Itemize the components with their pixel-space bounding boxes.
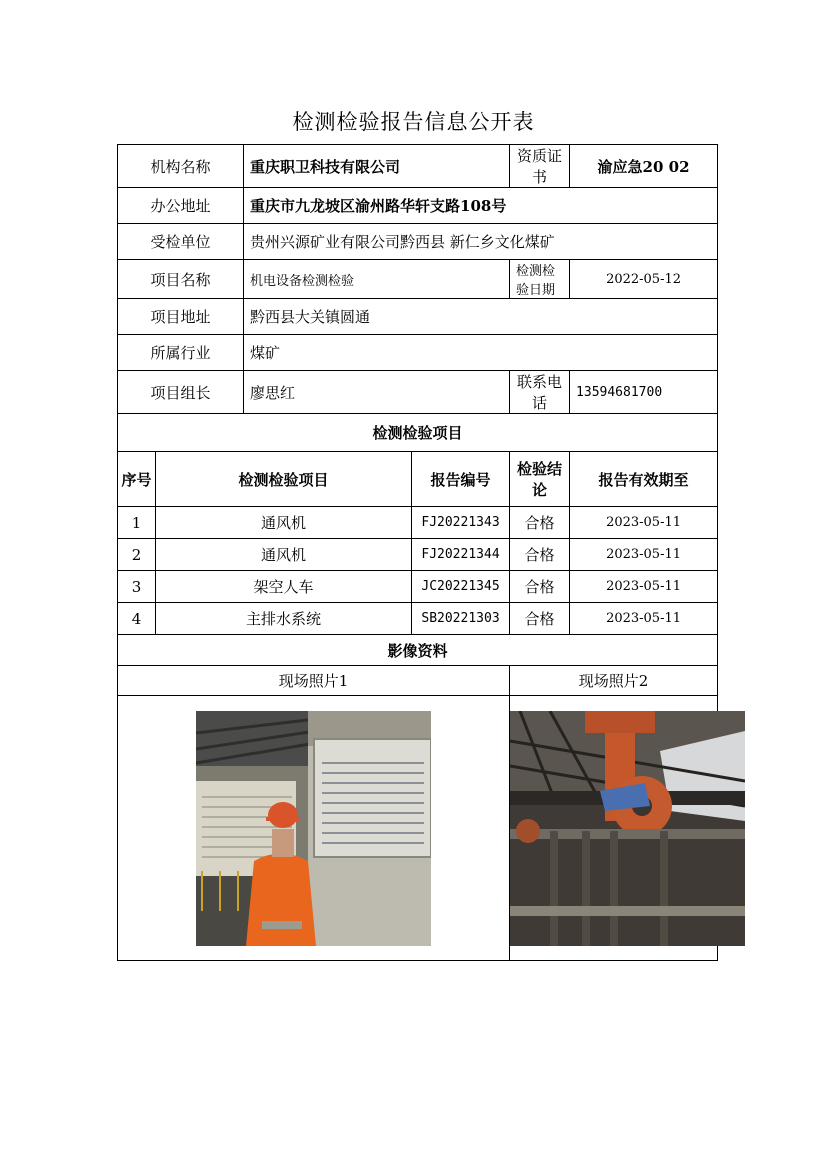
- col-header-item: 检测检验项目: [156, 452, 412, 507]
- row-leader: [118, 371, 718, 414]
- row-index: 2: [118, 539, 156, 571]
- leader-value: 廖思红: [244, 371, 510, 414]
- row-report-no: FJ20221344: [412, 539, 510, 571]
- site-photo-1-image: [196, 711, 431, 946]
- row-conclusion: 合格: [510, 507, 570, 539]
- row-site: [118, 299, 718, 335]
- table-row: [118, 507, 718, 539]
- row-conclusion: 合格: [510, 603, 570, 635]
- page-title: 检测检验报告信息公开表: [292, 110, 535, 134]
- cert-label: 资质证书: [510, 145, 570, 188]
- row-media-section: [118, 635, 718, 666]
- site-photo-2-image: [510, 711, 745, 946]
- row-conclusion: 合格: [510, 571, 570, 603]
- address-label: 办公地址: [118, 188, 244, 224]
- row-item: 通风机: [156, 539, 412, 571]
- row-item: 通风机: [156, 507, 412, 539]
- address-value: 重庆市九龙坡区渝州路华轩支路108号: [244, 188, 718, 224]
- row-item: 架空人车: [156, 571, 412, 603]
- leader-label: 项目组长: [118, 371, 244, 414]
- table-row: [118, 539, 718, 571]
- row-client: [118, 224, 718, 260]
- row-items-section: [118, 414, 718, 452]
- project-label: 项目名称: [118, 260, 244, 299]
- row-project: [118, 260, 718, 299]
- org-label: 机构名称: [118, 145, 244, 188]
- row-valid-until: 2023-05-11: [570, 603, 718, 635]
- col-header-report-no: 报告编号: [412, 452, 510, 507]
- row-index: 3: [118, 571, 156, 603]
- items-header-row: [118, 452, 718, 507]
- row-report-no: FJ20221343: [412, 507, 510, 539]
- row-valid-until: 2023-05-11: [570, 571, 718, 603]
- row-report-no: JC20221345: [412, 571, 510, 603]
- row-org: [118, 145, 718, 188]
- industry-label: 所属行业: [118, 335, 244, 371]
- cert-value: 渝应急20 02: [570, 145, 718, 188]
- row-photo-labels: [118, 666, 718, 696]
- site-label: 项目地址: [118, 299, 244, 335]
- client-value: 贵州兴源矿业有限公司黔西县 新仁乡文化煤矿: [244, 224, 718, 260]
- row-valid-until: 2023-05-11: [570, 539, 718, 571]
- col-header-conclusion: 检验结论: [510, 452, 570, 507]
- row-index: 1: [118, 507, 156, 539]
- row-report-no: SB20221303: [412, 603, 510, 635]
- photo-2-label: 现场照片2: [510, 666, 718, 696]
- org-value: 重庆职卫科技有限公司: [244, 145, 510, 188]
- phone-value: 13594681700: [570, 371, 718, 414]
- client-label: 受检单位: [118, 224, 244, 260]
- site-value: 黔西县大关镇圆通: [244, 299, 718, 335]
- photo-1-label: 现场照片1: [118, 666, 510, 696]
- row-valid-until: 2023-05-11: [570, 507, 718, 539]
- info-table: [117, 144, 718, 961]
- project-value: 机电设备检测检验: [244, 260, 510, 299]
- industry-value: 煤矿: [244, 335, 718, 371]
- col-header-valid-until: 报告有效期至: [570, 452, 718, 507]
- media-section-title: 影像资料: [118, 635, 718, 666]
- table-row: [118, 571, 718, 603]
- row-photos: [118, 696, 718, 961]
- row-item: 主排水系统: [156, 603, 412, 635]
- row-industry: [118, 335, 718, 371]
- row-address: [118, 188, 718, 224]
- col-header-index: 序号: [118, 452, 156, 507]
- row-index: 4: [118, 603, 156, 635]
- items-section-title: 检测检验项目: [118, 414, 718, 452]
- site-photo-2: [510, 711, 745, 946]
- site-photo-1: [196, 711, 431, 946]
- date-value: 2022-05-12: [570, 260, 718, 299]
- photo-1-cell: [118, 696, 510, 961]
- photo-2-cell: [510, 696, 718, 961]
- phone-label: 联系电话: [510, 371, 570, 414]
- table-row: [118, 603, 718, 635]
- row-conclusion: 合格: [510, 539, 570, 571]
- date-label: 检测检验日期: [510, 260, 570, 299]
